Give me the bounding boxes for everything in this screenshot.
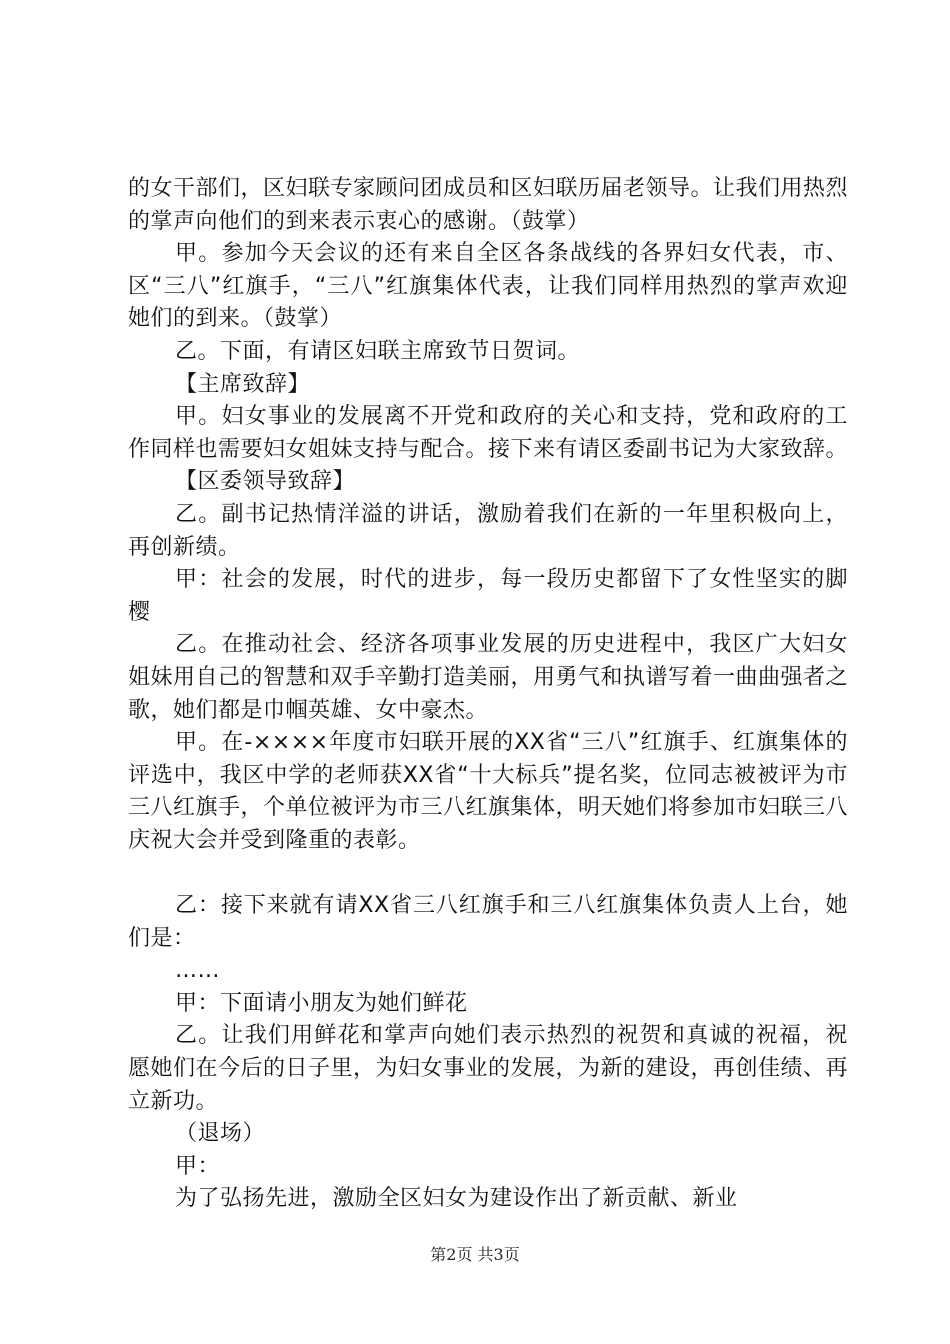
paragraph: 乙。让我们用鲜花和掌声向她们表示热烈的祝贺和真诚的祝福，祝愿她们在今后的日子里，为妇女事业的发展，为新的建设，再创佳绩、再立新功。 (128, 1023, 849, 1114)
paragraph: 乙。副书记热情洋溢的讲话，激励着我们在新的一年里积极向上，再创新绩。 (128, 501, 848, 560)
paragraph: 为了弘扬先进，激励全区妇女为建设作出了新贡献、新业 (175, 1186, 738, 1212)
paragraph: 【区委领导致辞】 (175, 469, 356, 495)
paragraph: …… (175, 958, 220, 984)
paragraph: 甲。参加今天会议的还有来自全区各条战线的各界妇女代表，市、区“三八”红旗手，“三八”红旗集体代表，让我们同样用热烈的掌声欢迎她们的到来。（鼓掌） (128, 241, 848, 332)
paragraph: 乙。在推动社会、经济各项事业发展的历史进程中，我区广大妇女姐妹用自己的智慧和双手辛勤打造美丽，用勇气和执谱写着一曲曲强者之歌，她们都是巾帼英雄、女中豪杰。 (128, 632, 849, 723)
paragraph: 甲：下面请小朋友为她们鲜花 (175, 990, 468, 1016)
paragraph: 的女干部们，区妇联专家顾问团成员和区妇联历届老领导。让我们用热烈的掌声向他们的到来表示衷心的感谢。（鼓掌） (128, 176, 849, 234)
document-body (128, 173, 848, 1216)
paragraph: 【主席致辞】 (175, 371, 311, 397)
paragraph: 甲。妇女事业的发展离不开党和政府的关心和支持，党和政府的工作同样也需要妇女姐妹支持与配合。接下来有请区委副书记为大家致辞。 (128, 404, 849, 462)
page-footer: 第2页 共3页 (430, 1245, 520, 1264)
paragraph: （退场） (175, 1121, 266, 1147)
paragraph: 甲：社会的发展，时代的进步，每一段历史都留下了女性坚实的脚樱 (128, 567, 848, 625)
paragraph: 乙。下面，有请区妇联主席致节日贺词。 (175, 338, 581, 364)
paragraph: 甲： (175, 1153, 221, 1179)
paragraph-gap (128, 857, 848, 890)
paragraph: 乙：接下来就有请XX省三八红旗手和三八红旗集体负责人上台，她们是： (128, 893, 848, 951)
paragraph: 甲。在-××××年度市妇联开展的XX省“三八”红旗手、红旗集体的评选中，我区中学的老师获XX省“十大标兵”提名奖，位同志被被评为市三八红旗手，个单位被评为市三八红旗集体，明天她们将参加市妇联三八庆祝大会并受到隆重的表彰。 (128, 730, 849, 853)
